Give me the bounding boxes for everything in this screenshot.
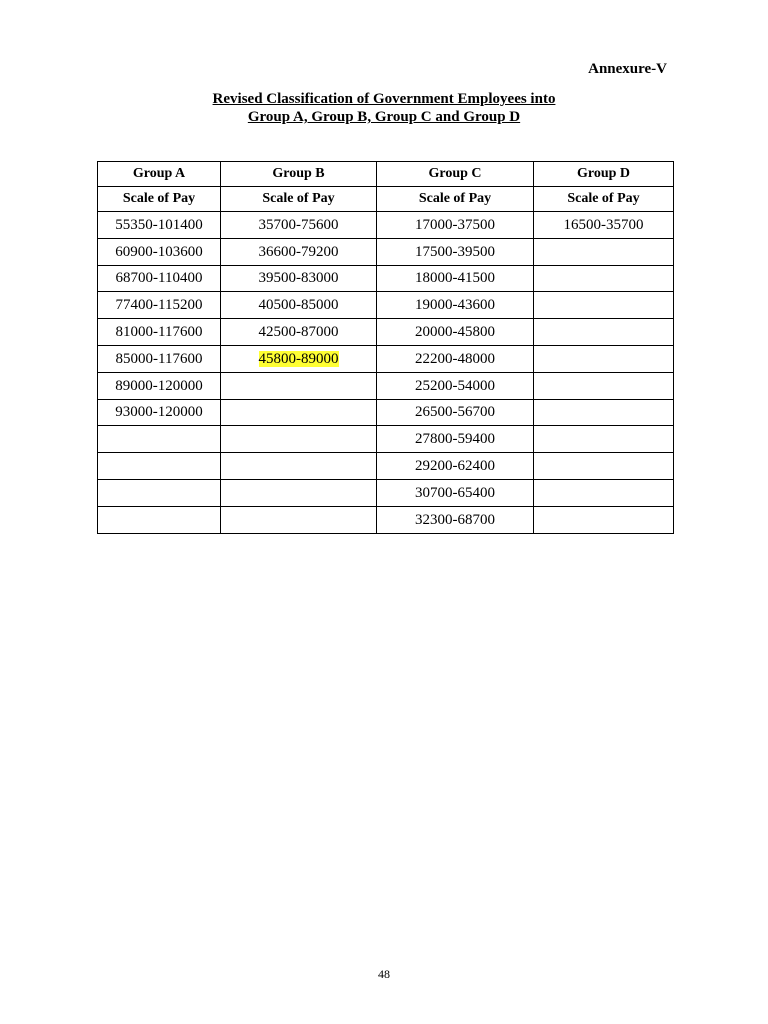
pay-scale-cell: 77400-115200	[98, 292, 221, 319]
title-line-2: Group A, Group B, Group C and Group D	[247, 109, 521, 125]
pay-scale-cell	[534, 319, 674, 346]
pay-scale-cell: 55350-101400	[98, 212, 221, 239]
pay-scale-cell	[534, 238, 674, 265]
pay-scale-cell: 32300-68700	[377, 506, 534, 533]
table-row	[98, 426, 674, 453]
pay-scale-cell: 17000-37500	[377, 212, 534, 239]
pay-scale-cell	[221, 372, 377, 399]
pay-scale-cell: 20000-45800	[377, 319, 534, 346]
header-group-a: Group A	[98, 162, 221, 187]
pay-scale-cell: 25200-54000	[377, 372, 534, 399]
header-group-c: Group C	[377, 162, 534, 187]
pay-scale-cell	[534, 426, 674, 453]
pay-scale-cell	[221, 506, 377, 533]
pay-scale-cell	[534, 399, 674, 426]
pay-scale-cell: 40500-85000	[221, 292, 377, 319]
pay-scale-cell	[534, 479, 674, 506]
pay-scale-cell	[221, 426, 377, 453]
highlighted-value: 45800-89000	[258, 350, 339, 367]
pay-scale-cell: 19000-43600	[377, 292, 534, 319]
subheader-scale-of-pay: Scale of Pay	[98, 187, 221, 212]
table-row	[98, 292, 674, 319]
table-row	[98, 238, 674, 265]
pay-scale-cell: 30700-65400	[377, 479, 534, 506]
pay-scale-table	[97, 161, 674, 534]
pay-scale-cell: 16500-35700	[534, 212, 674, 239]
pay-scale-cell: 18000-41500	[377, 265, 534, 292]
table-row	[98, 479, 674, 506]
table-row	[98, 372, 674, 399]
group-header-row	[98, 162, 674, 187]
pay-scale-cell	[534, 345, 674, 372]
pay-scale-cell: 35700-75600	[221, 212, 377, 239]
table-row	[98, 212, 674, 239]
pay-scale-cell	[98, 479, 221, 506]
table-row	[98, 265, 674, 292]
title-line-1: Revised Classification of Government Employees into	[212, 91, 556, 107]
header-group-d: Group D	[534, 162, 674, 187]
pay-scale-cell	[534, 372, 674, 399]
pay-scale-cell: 42500-87000	[221, 319, 377, 346]
pay-scale-cell	[534, 453, 674, 480]
pay-scale-cell: 26500-56700	[377, 399, 534, 426]
pay-scale-cell	[534, 292, 674, 319]
pay-scale-cell: 81000-117600	[98, 319, 221, 346]
pay-scale-cell: 93000-120000	[98, 399, 221, 426]
pay-scale-cell	[221, 479, 377, 506]
pay-scale-cell	[221, 453, 377, 480]
pay-scale-cell: 60900-103600	[98, 238, 221, 265]
table-row	[98, 506, 674, 533]
pay-scale-cell: 27800-59400	[377, 426, 534, 453]
header-group-b: Group B	[221, 162, 377, 187]
pay-scale-cell	[98, 506, 221, 533]
table-row	[98, 319, 674, 346]
pay-scale-cell	[221, 345, 377, 372]
pay-scale-cell: 68700-110400	[98, 265, 221, 292]
table-row	[98, 399, 674, 426]
pay-scale-cell	[221, 399, 377, 426]
annexure-label: Annexure-V	[588, 61, 667, 77]
pay-scale-cell	[534, 506, 674, 533]
pay-scale-cell	[98, 453, 221, 480]
pay-scale-cell	[534, 265, 674, 292]
subheader-scale-of-pay: Scale of Pay	[377, 187, 534, 212]
pay-scale-cell: 85000-117600	[98, 345, 221, 372]
subheader-scale-of-pay: Scale of Pay	[221, 187, 377, 212]
scale-header-row	[98, 187, 674, 212]
pay-scale-cell: 39500-83000	[221, 265, 377, 292]
pay-scale-cell: 29200-62400	[377, 453, 534, 480]
table-row	[98, 453, 674, 480]
page-number: 48	[378, 967, 390, 981]
table-row	[98, 345, 674, 372]
pay-scale-cell: 89000-120000	[98, 372, 221, 399]
pay-scale-cell: 36600-79200	[221, 238, 377, 265]
pay-scale-cell: 22200-48000	[377, 345, 534, 372]
pay-scale-cell	[98, 426, 221, 453]
subheader-scale-of-pay: Scale of Pay	[534, 187, 674, 212]
document-title	[0, 90, 768, 126]
pay-scale-cell: 17500-39500	[377, 238, 534, 265]
